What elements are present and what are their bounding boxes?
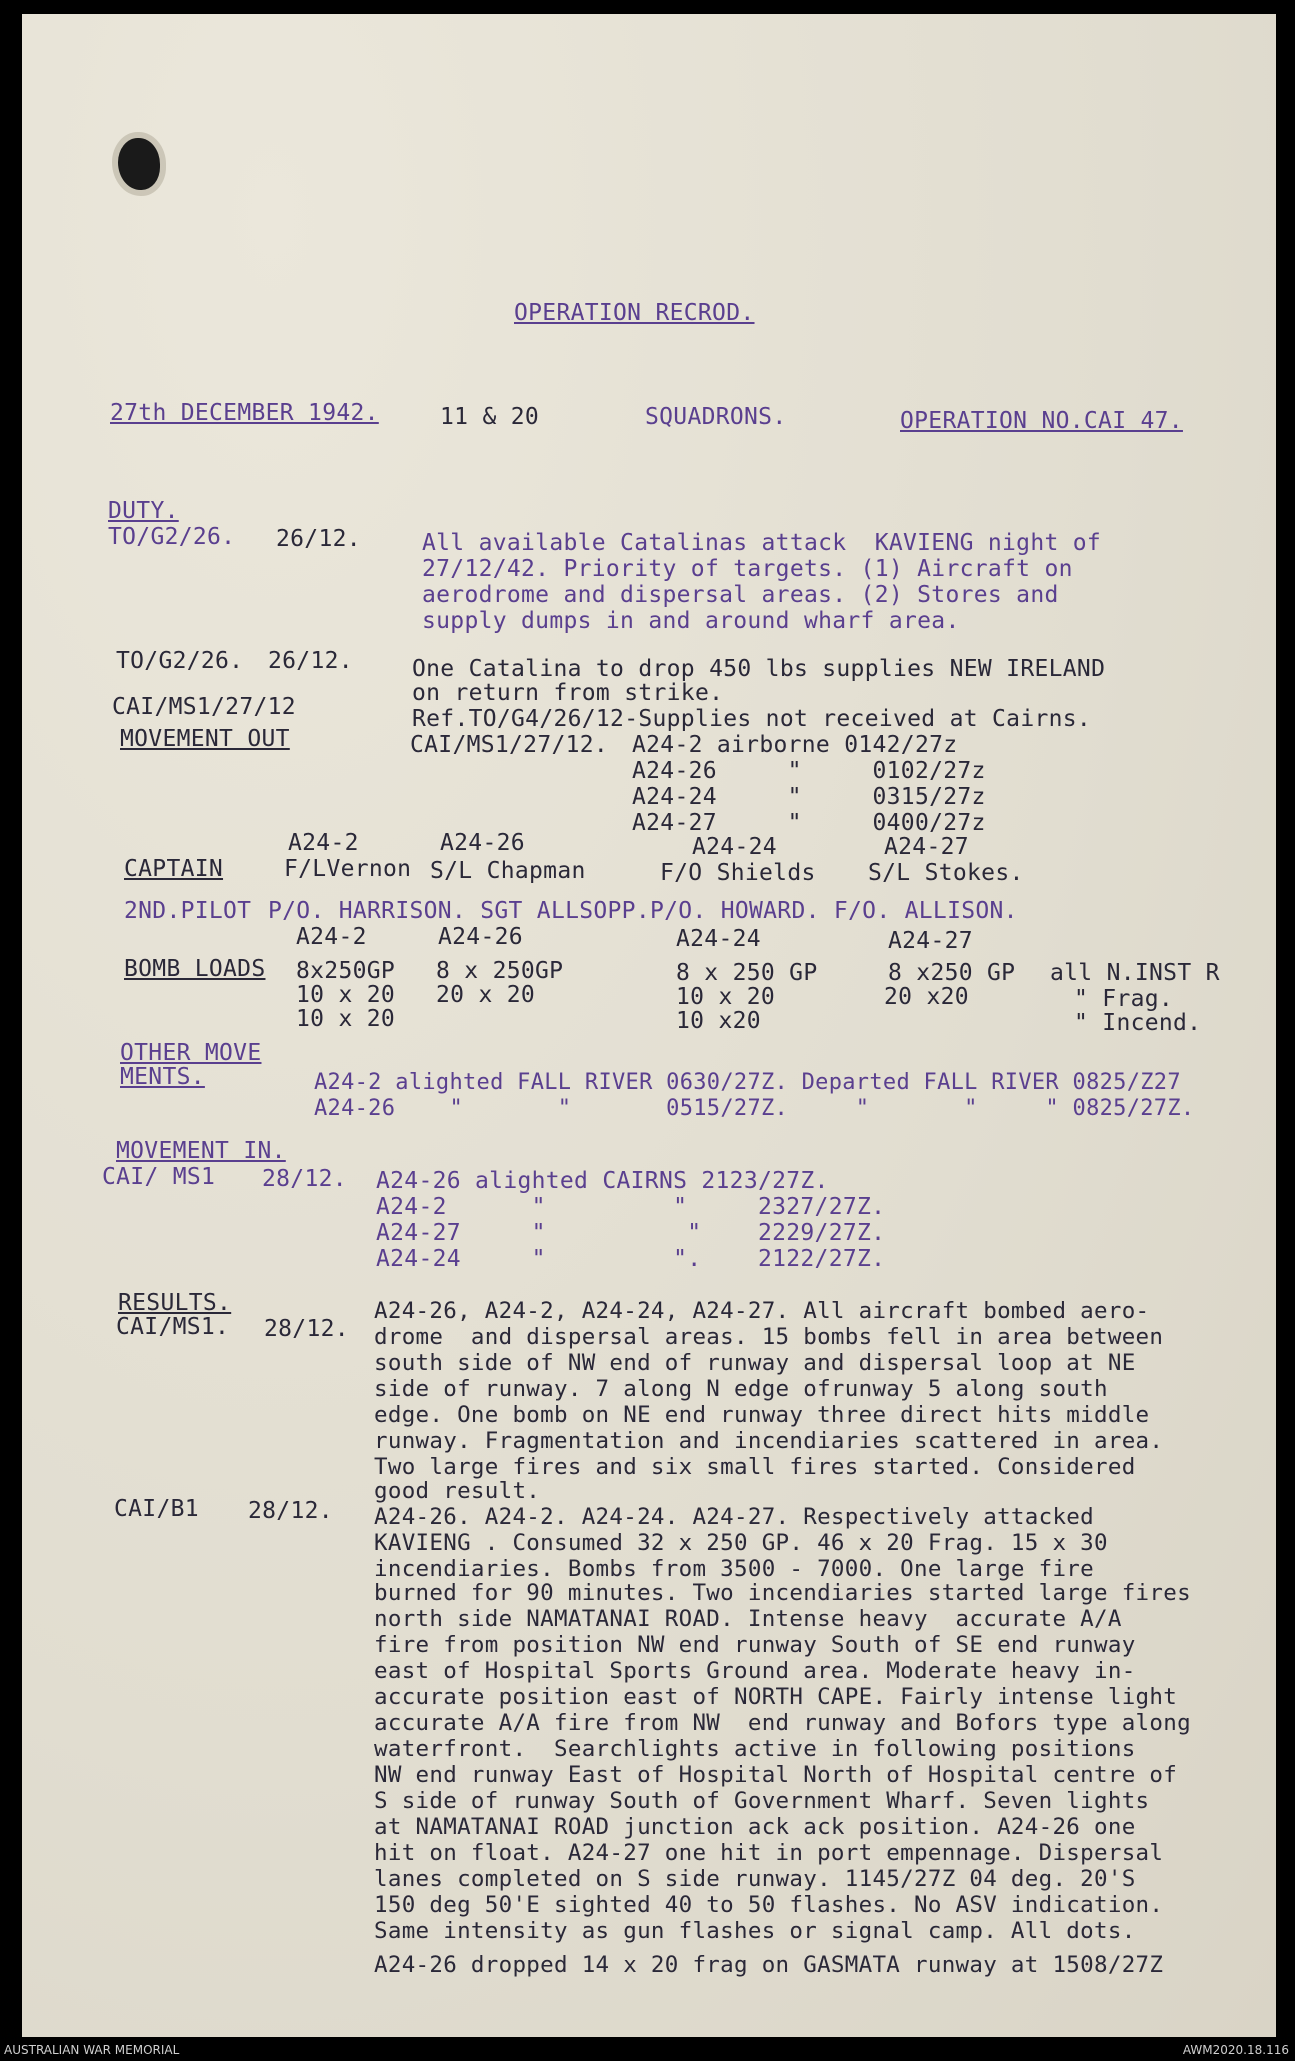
header-squadrons: SQUADRONS. [645,404,787,430]
duty-text-2-line-2: on return from strike. [412,680,724,706]
results-text-2-line-2: KAVIENG . Consumed 32 x 250 GP. 46 x 20 Frag. 15 x 30 [374,1530,1108,1556]
second-pilots: P/O. HARRISON. SGT ALLSOPP.P/O. HOWARD. F/O. ALLISON. [268,898,1018,924]
movement-out-line-2: A24-26 " 0102/27z [632,758,986,784]
duty-text-1-line-4: supply dumps in and around wharf area. [422,608,960,634]
crew-aircraft-3: A24-24 [692,834,777,860]
movement-in-date: 28/12. [262,1166,347,1192]
bombs-col1-line-1: 8x250GP [296,958,396,984]
results-text-2-line-1: A24-26. A24-2. A24-24. A24-27. Respectively attacked [374,1504,1094,1530]
footer-reference: AWM2020.18.116 [1182,2043,1289,2057]
movement-in-line-3: A24-27 " " 2229/27Z. [376,1220,886,1246]
captain-3: F/O Shields [660,860,816,886]
results-text-2-line-5: north side NAMATANAI ROAD. Intense heavy accurate A/A [374,1606,1122,1632]
movement-out-label: MOVEMENT OUT [120,726,290,752]
duty-label: DUTY. [108,498,179,524]
header-operation-number: OPERATION NO.CAI 47. [900,408,1183,434]
results-text-2-line-15: lanes completed on S side runway. 1145/27Z 04 deg. 20'S [374,1866,1136,1892]
movement-out-line-1: A24-2 airborne 0142/27z [632,732,958,758]
movement-out-line-3: A24-24 " 0315/27z [632,784,986,810]
second-pilot-label: 2ND.PILOT [124,898,252,924]
results-text-2-line-14: hit on float. A24-27 one hit in port empennage. Dispersal [374,1840,1164,1866]
duty-text-1-line-3: aerodrome and dispersal areas. (2) Stores and [422,582,1059,608]
results-text-1-line-7: Two large fires and six small fires started. Considered [374,1454,1136,1480]
results-text-2-line-11: NW end runway East of Hospital North of Hospital centre of [374,1762,1178,1788]
other-movements-line-1: A24-2 alighted FALL RIVER 0630/27Z. Departed FALL RIVER 0825/Z27 [314,1070,1181,1095]
other-movements-label-1: OTHER MOVE [120,1040,262,1066]
results-ref-2: CAI/B1 [114,1496,199,1522]
crew-aircraft-2: A24-26 [440,830,525,856]
results-text-1-line-8: good result. [374,1478,541,1504]
duty-text-1-line-2: 27/12/42. Priority of targets. (1) Aircraft on [422,556,1073,582]
crew-aircraft-1: A24-2 [288,830,359,856]
bombs-col3-line-2: 10 x 20 [676,984,776,1010]
header-date: 27th DECEMBER 1942. [110,400,379,426]
movement-out-line-4: A24-27 " 0400/27z [632,810,986,836]
bombs-col2-line-1: 8 x 250GP [436,958,564,984]
movement-out-ref: CAI/MS1/27/12. [410,732,609,758]
results-text-2-line-13: at NAMATANAI ROAD junction ack ack position. A24-26 one [374,1814,1136,1840]
bombs-note-1: all N.INST R [1050,960,1220,986]
duty-text-2-line-1: One Catalina to drop 450 lbs supplies NEW IRELAND [412,656,1106,682]
movement-in-ref: CAI/ MS1 [102,1164,216,1190]
results-text-2-line-8: accurate position east of NORTH CAPE. Fairly intense light [374,1684,1178,1710]
footer-source: AUSTRALIAN WAR MEMORIAL [4,2043,180,2057]
bombs-col3-line-3: 10 x20 [676,1008,761,1034]
captain-label: CAPTAIN [124,856,224,882]
bombs-col3-line-1: 8 x 250 GP [676,960,818,986]
crew-aircraft-4: A24-27 [884,834,969,860]
page-title: OPERATION RECROD. [514,300,755,326]
duty-ref-2: TO/G2/26. [116,648,244,674]
results-text-2-line-7: east of Hospital Sports Ground area. Moderate heavy in- [374,1658,1136,1684]
results-text-2-line-17: Same intensity as gun flashes or signal camp. All dots. [374,1918,1136,1944]
bombs-col2-line-2: 20 x 20 [436,982,536,1008]
duty-text-3: Ref.TO/G4/26/12-Supplies not received at Cairns. [412,706,1092,732]
duty-text-1-line-1: All available Catalinas attack KAVIENG night of [422,530,1102,556]
movement-in-line-1: A24-26 alighted CAIRNS 2123/27Z. [376,1168,829,1194]
captain-2: S/L Chapman [430,858,586,884]
duty-date-1: 26/12. [276,526,361,552]
bombs-aircraft-3: A24-24 [676,926,761,952]
bombs-note-2: " Frag. [1074,986,1174,1012]
movement-in-line-4: A24-24 " ". 2122/27Z. [376,1246,886,1272]
results-text-1-line-5: edge. One bomb on NE end runway three direct hits middle [374,1402,1150,1428]
other-movements-label-2: MENTS. [120,1064,205,1090]
captain-1: F/LVernon [284,856,412,882]
results-date-1: 28/12. [264,1316,349,1342]
movement-in-line-2: A24-2 " " 2327/27Z. [376,1194,886,1220]
bombs-aircraft-1: A24-2 [296,924,367,950]
results-text-1-line-3: south side of NW end of runway and dispersal loop at NE [374,1350,1136,1376]
bombs-aircraft-4: A24-27 [888,928,973,954]
results-date-2: 28/12. [248,1498,333,1524]
results-text-2-line-12: S side of runway South of Government Wharf. Seven lights [374,1788,1150,1814]
results-ref-1: CAI/MS1. [116,1314,230,1340]
results-text-1-line-6: runway. Fragmentation and incendiaries scattered in area. [374,1428,1164,1454]
results-text-2-line-3: incendiaries. Bombs from 3500 - 7000. One large fire [374,1556,1094,1582]
bombs-col1-line-2: 10 x 20 [296,982,396,1008]
bombs-col4-line-2: 20 x20 [884,984,969,1010]
header-squadron-numbers: 11 & 20 [440,404,540,430]
bombs-aircraft-2: A24-26 [438,924,523,950]
results-text-1-line-4: side of runway. 7 along N edge ofrunway 5 along south [374,1376,1108,1402]
captain-4: S/L Stokes. [868,860,1024,886]
bomb-loads-label: BOMB LOADS [124,956,266,982]
bombs-col1-line-3: 10 x 20 [296,1006,396,1032]
movement-in-label: MOVEMENT IN. [116,1138,286,1164]
results-text-1-line-2: drome and dispersal areas. 15 bombs fell in area between [374,1324,1164,1350]
results-text-2-line-16: 150 deg 50'E sighted 40 to 50 flashes. No ASV indication. [374,1892,1164,1918]
punch-hole [118,138,160,190]
results-text-1-line-1: A24-26, A24-2, A24-24, A24-27. All aircraft bombed aero- [374,1298,1150,1324]
results-text-2-line-6: fire from position NW end runway South of SE end runway [374,1632,1136,1658]
results-text-2-line-4: burned for 90 minutes. Two incendiaries started large fires [374,1580,1191,1606]
duty-ref-3: CAI/MS1/27/12 [112,694,296,720]
bombs-col4-line-1: 8 x250 GP [888,960,1016,986]
other-movements-line-2: A24-26 " " 0515/27Z. " " " 0825/27Z. [314,1096,1195,1121]
results-text-2-line-10: waterfront. Searchlights active in following positions [374,1736,1136,1762]
results-text-2-line-18: A24-26 dropped 14 x 20 frag on GASMATA runway at 1508/27Z [374,1952,1164,1978]
duty-ref-1: TO/G2/26. [108,524,236,550]
results-text-2-line-9: accurate A/A fire from NW end runway and Bofors type along [374,1710,1191,1736]
results-label: RESULTS. [118,1290,232,1316]
bombs-note-3: " Incend. [1074,1010,1202,1036]
duty-date-2: 26/12. [268,648,353,674]
